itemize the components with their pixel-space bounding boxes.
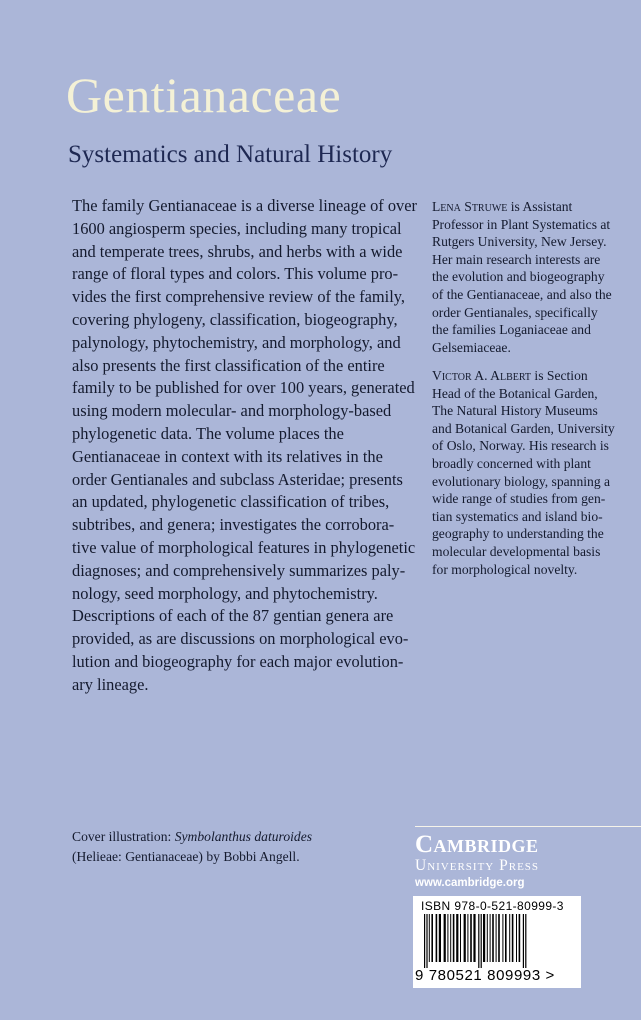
author-bio-line: the families Loganiaceae and (432, 322, 591, 338)
description-line: subtribes, and genera; investigates the corrobora- (72, 515, 395, 535)
author-bio-line: The Natural History Museums (432, 403, 598, 419)
author-bio-line: of Oslo, Norway. His research is (432, 438, 609, 454)
credit-line: (Helieae: Gentianaceae) by Bobbi Angell. (72, 849, 300, 864)
author-bio-line: is Section (531, 368, 588, 383)
description-line: diagnoses; and comprehensively summarizes paly- (72, 560, 406, 580)
description-line: The family Gentianaceae is a diverse lineage of over (72, 196, 417, 215)
author-bio-line: Her main research interests are (432, 251, 601, 267)
isbn-barcode-box (413, 896, 581, 988)
isbn-label: ISBN 978-0-521-80999-3 (421, 899, 564, 913)
author-bio-line: Rutgers University, New Jersey. (432, 234, 607, 250)
publisher-rule (415, 826, 641, 827)
description-line: Descriptions of each of the 87 gentian genera are (72, 606, 394, 626)
description-line: order Gentianales and subclass Asteridae; presents (72, 469, 403, 489)
author-name: Lena Struwe (432, 199, 508, 214)
description-line: ary lineage. (72, 674, 149, 694)
publisher-name: Cambridge (415, 831, 539, 858)
publisher-url: www.cambridge.org (415, 877, 525, 889)
credit-prefix: Cover illustration: (72, 829, 175, 844)
book-subtitle: Systematics and Natural History (68, 141, 393, 168)
description-line: family to be published for over 100 years, generated (72, 378, 415, 398)
description-line: also presents the first classification of the entire (72, 355, 385, 375)
book-title: Gentianaceae (66, 67, 342, 123)
description-line: an updated, phylogenetic classification of tribes, (72, 492, 390, 512)
author-bio-albert (432, 367, 632, 578)
description-line: Gentianaceae in context with its relatives in the (72, 446, 383, 466)
author-bio-line: wide range of studies from gen- (432, 491, 606, 507)
description-line: provided, as are discussions on morphological evo- (72, 629, 409, 649)
description-line: vides the first comprehensive review of the family, (72, 287, 406, 307)
description-line: and temperate trees, shrubs, and herbs with a wide (72, 241, 403, 261)
cover-illustration-credit (72, 827, 312, 867)
description-line: using modern molecular- and morphology-based (72, 401, 392, 421)
description-line: lution and biogeography for each major evolution- (72, 651, 404, 671)
description-line: tive value of morphological features in phylogenetic (72, 537, 416, 557)
author-bio-line: broadly concerned with plant (432, 455, 591, 471)
author-name: Victor A. Albert (432, 368, 532, 383)
description-line: nology, seed morphology, and phytochemistry. (72, 583, 378, 603)
author-bio-line: for morphological novelty. (432, 561, 578, 577)
author-bio-line: the evolution and biogeography (432, 269, 605, 285)
description-line: palynology, phytochemistry, and morphology, and (72, 332, 401, 352)
description-line: 1600 angiosperm species, including many tropical (72, 218, 402, 238)
barcode-digits: 9 780521 809993 > (415, 967, 555, 984)
author-bio-struwe (432, 198, 632, 356)
author-bio-line: Head of the Botanical Garden, (432, 385, 598, 401)
author-bio-line: Gelsemiaceae. (432, 339, 511, 355)
author-bio-line: and Botanical Garden, University (432, 420, 615, 436)
publisher-subname: University Press (415, 857, 540, 874)
publisher-block (413, 826, 641, 1020)
author-bio-line: Professor in Plant Systematics at (432, 216, 611, 232)
author-bio-line: evolutionary biology, spanning a (432, 473, 611, 489)
book-description (72, 195, 417, 697)
author-bio-line: order Gentianales, specifically (432, 304, 598, 320)
author-bio-line: tian systematics and island bio- (432, 508, 603, 524)
description-line: phylogenetic data. The volume places the (72, 423, 344, 443)
barcode-icon (418, 914, 576, 968)
description-line: range of floral types and colors. This volume pro- (72, 264, 399, 284)
species-name: Symbolanthus daturoides (174, 829, 313, 844)
author-bio-line: molecular developmental basis (432, 543, 601, 559)
description-line: covering phylogeny, classification, biogeography, (72, 309, 398, 329)
author-bio-line: of the Gentianaceae, and also the (432, 286, 612, 302)
author-bio-line: geography to understanding the (432, 526, 604, 542)
author-bio-line: is Assistant (507, 199, 573, 214)
